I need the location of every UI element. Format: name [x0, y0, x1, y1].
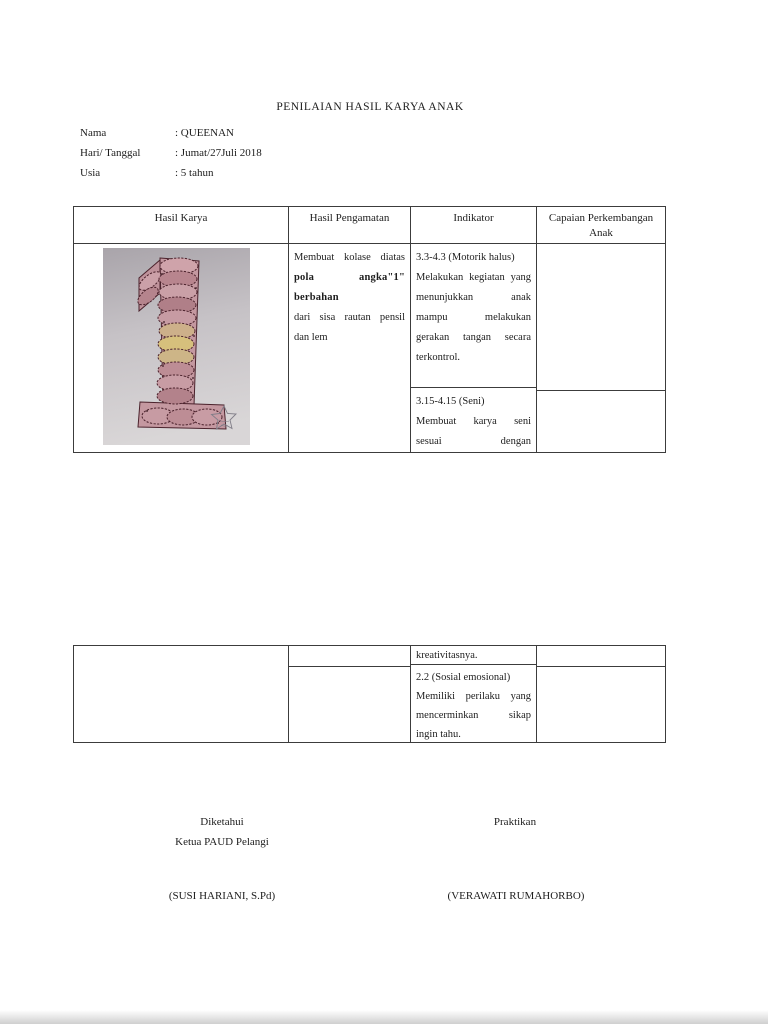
signature-org: Ketua PAUD Pelangi	[175, 836, 269, 848]
info-row-nama	[80, 127, 262, 147]
pengamatan-row2-empty	[289, 667, 410, 742]
signature-role: Praktikan	[493, 816, 537, 828]
indikator-seni-continued	[411, 646, 536, 665]
capaian-cell-motorik	[537, 244, 665, 391]
header-hasil-pengamatan: Hasil Pengamatan	[289, 207, 411, 243]
cell-hasil-pengamatan-cont	[289, 646, 411, 742]
page-title: PENILAIAN HASIL KARYA ANAK	[276, 101, 464, 113]
signature-block-left	[137, 812, 307, 852]
header-capaian-perkembangan: Capaian Perkembangan Anak	[548, 212, 654, 239]
assessment-table-continuation	[73, 645, 666, 743]
info-label: Usia	[80, 167, 101, 179]
text-line: terkontrol.	[416, 352, 461, 363]
cell-indikator	[411, 244, 537, 452]
text-line: ingin tahu.	[416, 729, 461, 740]
capaian-row2-empty	[537, 667, 665, 742]
info-row-tanggal	[80, 147, 262, 167]
text-line: 3.15-4.15 (Seni)	[416, 396, 485, 407]
indikator-motorik-halus	[411, 244, 536, 388]
header-indikator: Indikator	[411, 207, 537, 243]
cell-hasil-karya	[74, 244, 289, 452]
text-line: pola angka"1" berbahan	[294, 272, 405, 303]
signature-role: Diketahui	[200, 816, 244, 828]
text-line: mencerminkan sikap	[416, 710, 531, 721]
header-hasil-karya: Hasil Karya	[74, 207, 289, 243]
text-line: dan lem	[294, 332, 328, 343]
indikator-seni	[411, 388, 536, 452]
text-line: dari sisa rautan pensil	[294, 312, 405, 323]
info-value: : 5 tahun	[175, 167, 214, 179]
cell-hasil-karya-cont	[74, 646, 289, 742]
text-line: Memiliki perilaku yang	[416, 691, 531, 702]
info-label: Nama	[80, 127, 107, 139]
assessment-table	[73, 206, 666, 453]
table-body-row	[74, 244, 665, 452]
table-header-row	[74, 207, 665, 244]
capaian-cell-seni	[537, 391, 665, 452]
text-line: 3.3-4.3 (Motorik halus)	[416, 252, 515, 263]
capaian-row1-empty	[537, 646, 665, 667]
signature-name-right: (VERAWATI RUMAHORBO)	[447, 890, 585, 902]
text-line: sesuai dengan	[416, 436, 531, 447]
page-bottom-shadow	[0, 1010, 768, 1024]
info-row-usia	[80, 167, 262, 187]
text-line: Melakukan kegiatan yang	[416, 272, 531, 283]
student-info-block	[80, 127, 262, 187]
text-line: Membuat karya seni	[416, 416, 531, 427]
text-line: 2.2 (Sosial emosional)	[416, 672, 511, 683]
text-line: menunjukkan anak	[416, 292, 531, 303]
cell-indikator-cont	[411, 646, 537, 742]
text-line: mampu melakukan	[416, 312, 531, 323]
pengamatan-row1-empty	[289, 646, 410, 667]
table-body-row	[74, 646, 665, 742]
signature-name-left: (SUSI HARIANI, S.Pd)	[168, 890, 276, 902]
info-value: : Jumat/27Juli 2018	[175, 147, 262, 159]
cell-capaian-cont	[537, 646, 665, 742]
text-line: kreativitasnya.	[416, 650, 478, 661]
signature-block-right	[430, 812, 600, 832]
info-value: : QUEENAN	[175, 127, 234, 139]
cell-hasil-pengamatan	[289, 244, 411, 452]
text-line: Membuat kolase diatas	[294, 252, 405, 263]
artwork-photo	[103, 248, 250, 445]
cell-capaian-perkembangan	[537, 244, 665, 452]
info-label: Hari/ Tanggal	[80, 147, 141, 159]
text-line: gerakan tangan secara	[416, 332, 531, 343]
indikator-sosial-emosional	[411, 665, 536, 744]
